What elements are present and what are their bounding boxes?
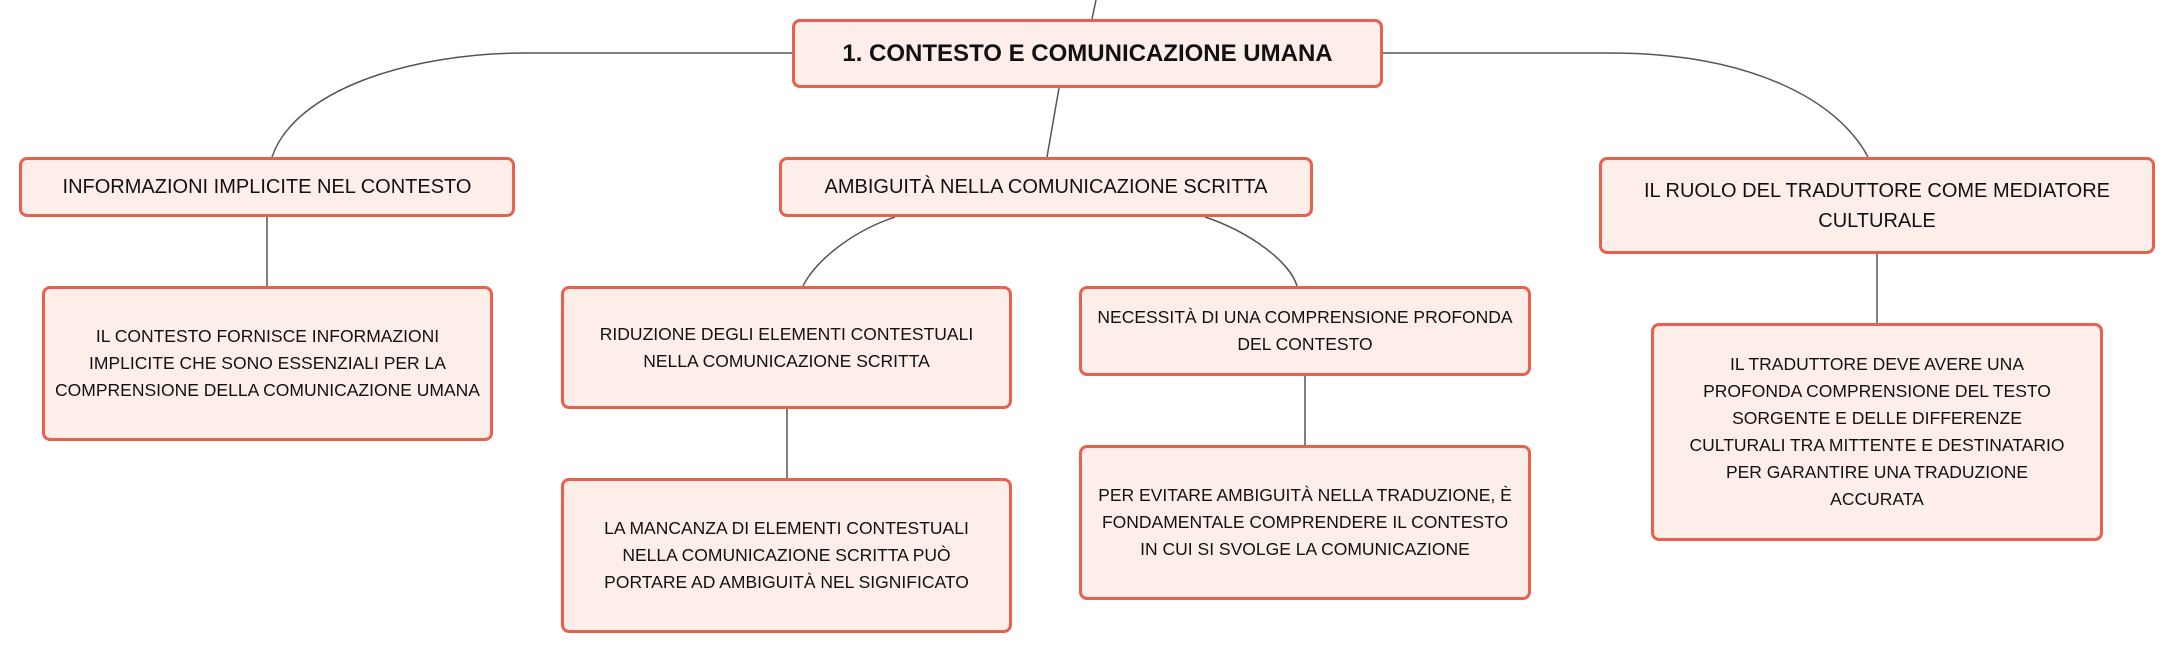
branch-node-ruolo-traduttore[interactable] (1599, 157, 2155, 254)
connector-root-parent (1092, 0, 1096, 19)
leaf-node-label: PER EVITARE AMBIGUITÀ NELLA TRADUZIONE, È FONDAMENTALE COMPRENDERE IL CONTESTO IN CUI SI SVOLGE LA COMUNICAZIONE (1098, 485, 1512, 559)
connector-root-informazioni (272, 53, 793, 157)
branch-node-label: IL RUOLO DEL TRADUTTORE COME MEDIATORE CULTURALE (1644, 179, 2110, 232)
branch-node-label: AMBIGUITÀ NELLA COMUNICAZIONE SCRITTA (824, 176, 1268, 198)
branch-node-label: INFORMAZIONI IMPLICITE NEL CONTESTO (62, 176, 472, 198)
connector-root-traduttore (1383, 53, 1868, 157)
branch-node-informazioni-implicite[interactable] (19, 157, 515, 217)
connector-ambiguita-necessita (1205, 217, 1297, 286)
sub-node-riduzione-elementi[interactable] (561, 286, 1012, 409)
root-node-label: 1. CONTESTO E COMUNICAZIONE UMANA (842, 39, 1333, 67)
leaf-node-mancanza-elementi[interactable] (561, 478, 1012, 633)
sub-node-necessita-comprensione[interactable] (1079, 286, 1531, 376)
leaf-node-evitare-ambiguita[interactable] (1079, 445, 1531, 600)
leaf-node-label: IL CONTESTO FORNISCE INFORMAZIONI IMPLICITE CHE SONO ESSENZIALI PER LA COMPRENSIONE DELLA COMUNICAZIONE UMANA (55, 326, 480, 400)
connector-ambiguita-riduzione (803, 217, 895, 286)
leaf-node-contesto-informazioni[interactable] (42, 286, 493, 441)
sub-node-label: NECESSITÀ DI UNA COMPRENSIONE PROFONDA DEL CONTESTO (1097, 307, 1513, 354)
connector-root-ambiguita (1047, 88, 1059, 157)
branch-node-ambiguita[interactable] (779, 157, 1313, 217)
leaf-node-label: IL TRADUTTORE DEVE AVERE UNA PROFONDA COMPRENSIONE DEL TESTO SORGENTE E DELLE DIFFERENZE CULTURALI TRA MITTENTE E DESTINATARIO PER GARANTIRE UNA TRADUZIONE ACCURATA (1689, 354, 2065, 509)
sub-node-label: RIDUZIONE DEGLI ELEMENTI CONTESTUALI NELLA COMUNICAZIONE SCRITTA (599, 323, 974, 371)
leaf-node-traduttore-comprensione[interactable] (1651, 323, 2103, 541)
leaf-node-label: LA MANCANZA DI ELEMENTI CONTESTUALI NELLA COMUNICAZIONE SCRITTA PUÒ PORTARE AD AMBIGUITÀ NEL SIGNIFICATO (604, 518, 969, 592)
root-node[interactable] (792, 19, 1383, 88)
